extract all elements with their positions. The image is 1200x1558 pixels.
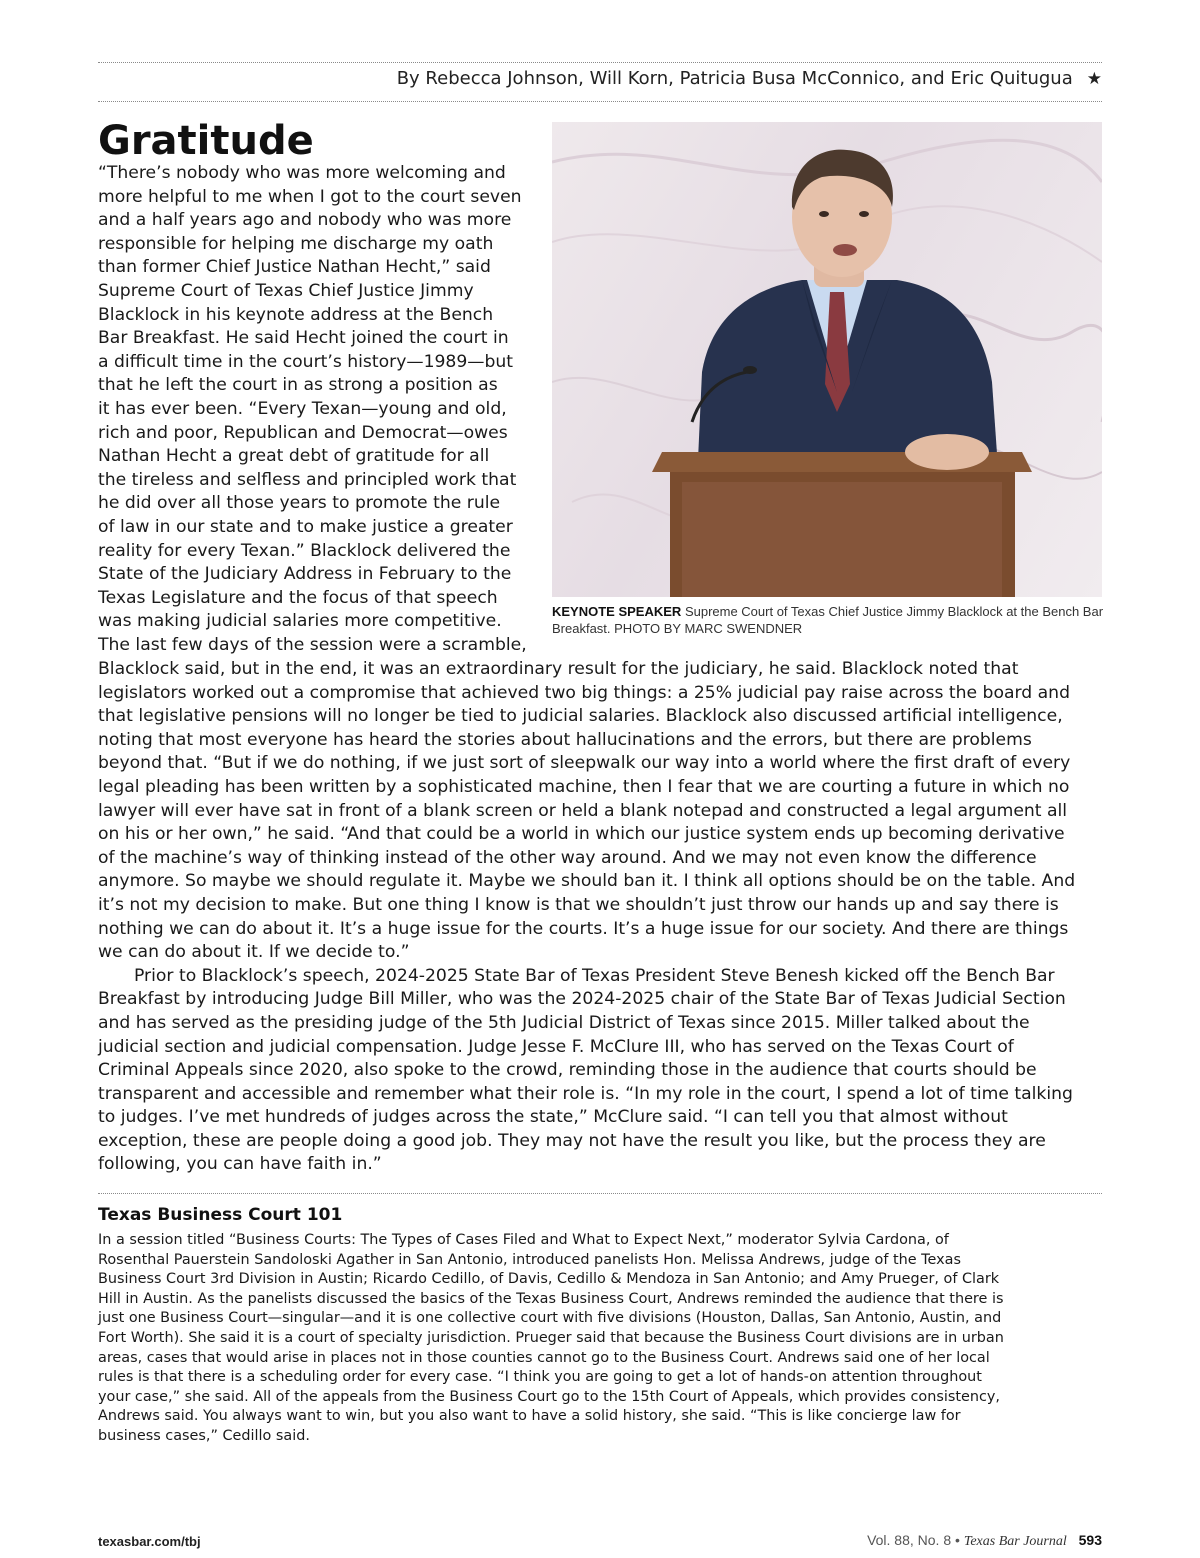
text-line: Business Court 3rd Division in Austin; Ricardo Cedillo, of Davis, Cedillo & Mendoza in San Antonio; and Amy Prueger, of Clark — [98, 1271, 1000, 1288]
byline — [98, 68, 1102, 89]
text-line: and a half years ago and nobody who was more — [98, 210, 512, 231]
text-line: was making judicial salaries more competitive. — [98, 611, 502, 632]
text-line: The last few days of the session were a scramble, — [98, 634, 527, 655]
text-line: areas, cases that would arise in places not in those counties cannot go to the Business Court. Andrews said one of her local — [98, 1349, 990, 1366]
text-line: and has served as the presiding judge of the 5th Judicial District of Texas since 2015. Miller talked about the — [98, 1012, 1030, 1033]
footer-volume: Vol. 88, No. 8 — [867, 1532, 952, 1548]
article-full-text — [98, 658, 1102, 1177]
text-line: anymore. So maybe we should regulate it. Maybe we should ban it. I think all options should be on the table. And — [98, 871, 1076, 892]
text-line: Bar Breakfast. He said Hecht joined the court in — [98, 328, 509, 349]
text-line: we can do about it. If we decide to.” — [98, 942, 410, 963]
byline-rule — [98, 101, 1102, 102]
text-line: beyond that. “But if we do nothing, if we just sort of sleepwalk our way into a world where the first draft of every — [98, 753, 1071, 774]
text-line: of law in our state and to make justice a greater — [98, 516, 513, 537]
text-line: Blacklock in his keynote address at the Bench — [98, 304, 494, 325]
text-line: Supreme Court of Texas Chief Justice Jimmy — [98, 280, 474, 301]
article-column-text — [98, 162, 534, 657]
text-line: of the machine’s way of thinking instead of the other way around. And we may not even know the difference — [98, 847, 1037, 868]
text-line: Breakfast by introducing Judge Bill Miller, who was the 2024-2025 chair of the State Bar of Texas Judicial Section — [98, 989, 1066, 1010]
page-number: 593 — [1078, 1532, 1102, 1548]
text-line: the tireless and selfless and principled work that — [98, 469, 517, 490]
section-rule — [98, 1193, 1102, 1194]
text-line: transparent and accessible and remember what their role is. “In my role in the court, I spend a lot of time talking — [98, 1083, 1073, 1104]
text-line: In a session titled “Business Courts: The Types of Cases Filed and What to Expect Next,” moderator Sylvia Cardona, of — [98, 1232, 949, 1248]
article-headline: Gratitude — [98, 118, 314, 164]
section-body — [98, 1231, 1102, 1447]
text-line: it has ever been. “Every Texan—young and old, — [98, 398, 507, 419]
footer-folio — [867, 1532, 1102, 1550]
top-rule — [98, 62, 1102, 63]
caption-label: KEYNOTE SPEAKER — [552, 604, 682, 619]
text-line: legislators worked out a compromise that achieved two big things: a 25% judicial pay raise across the board and — [98, 682, 1070, 703]
star-icon: ★ — [1086, 69, 1102, 89]
text-line: your case,” she said. All of the appeals from the Business Court go to the 15th Court of Appeals, which provides consistency, — [98, 1388, 1000, 1405]
text-line: on his or her own,” he said. “And that could be a world in which our justice system ends up becoming derivative — [98, 824, 1065, 845]
text-line: judicial section and judicial compensation. Judge Jesse F. McClure III, who has served on the Texas Court of — [98, 1036, 1014, 1057]
text-line: Hill in Austin. As the panelists discussed the basics of the Texas Business Court, Andrews reminded the audience that there is — [98, 1290, 1004, 1307]
text-line: rules is that there is a scheduling order for every case. “I think you are going to get a lot of hands-on attention throughout — [98, 1369, 982, 1386]
text-line: Blacklock said, but in the end, it was an extraordinary result for the judiciary, he said. Blacklock noted that — [98, 659, 1019, 679]
text-line: reality for every Texan.” Blacklock delivered the — [98, 540, 511, 561]
footer-journal: Texas Bar Journal — [963, 1534, 1067, 1549]
text-line: following, you can have faith in.” — [98, 1154, 382, 1175]
text-line: rich and poor, Republican and Democrat—owes — [98, 422, 508, 443]
text-line: lawyer will ever have sat in front of a blank screen or held a blank notepad and constructed a legal argument all — [98, 800, 1068, 821]
text-line: Prior to Blacklock’s speech, 2024-2025 State Bar of Texas President Steve Benesh kicked off the Bench Bar — [134, 965, 1055, 986]
footer-url: texasbar.com/tbj — [98, 1534, 201, 1549]
text-line: more helpful to me when I got to the court seven — [98, 186, 522, 207]
text-line: “There’s nobody who was more welcoming and — [98, 163, 506, 183]
byline-authors: By Rebecca Johnson, Will Korn, Patricia Busa McConnico, and Eric Quitugua — [396, 68, 1073, 89]
text-line: than former Chief Justice Nathan Hecht,” said — [98, 257, 491, 278]
text-line: he did over all those years to promote the rule — [98, 493, 501, 514]
text-line: State of the Judiciary Address in February to the — [98, 564, 512, 585]
text-line: just one Business Court—singular—and it is one collective court with five divisions (Houston, Dallas, San Antonio, Austin, and — [98, 1310, 1002, 1327]
text-line: legal pleading has been written by a sophisticated machine, then I fear that we are courting a future in which no — [98, 776, 1070, 797]
text-line: nothing we can do about it. It’s a huge issue for the courts. It’s a huge issue for our society. And there are things — [98, 918, 1069, 939]
text-line: to judges. I’ve met hundreds of judges across the state,” McClure said. “I can tell you that almost without — [98, 1107, 1008, 1128]
text-line: business cases,” Cedillo said. — [98, 1427, 310, 1444]
text-line: Texas Legislature and the focus of that speech — [98, 587, 498, 608]
section-heading: Texas Business Court 101 — [98, 1205, 343, 1225]
keynote-speaker-photo — [552, 122, 1102, 597]
text-line: it’s not my decision to make. But one thing I know is that we shouldn’t just throw our hands up and say there is — [98, 894, 1059, 915]
photo-caption — [552, 603, 1112, 637]
caption-text: Supreme Court of Texas Chief Justice Jimmy Blacklock at the Bench Bar Breakfast. PHOTO BY MARC SWENDNER — [552, 604, 1104, 636]
text-line: noting that most everyone has heard the stories about hallucinations and the errors, but there are problems — [98, 729, 1032, 750]
text-line: a difficult time in the court’s history—1989—but — [98, 351, 514, 372]
text-line: that he left the court in as strong a position as — [98, 375, 498, 396]
text-line: that legislative pensions will no longer be tied to judicial salaries. Blacklock also discussed artificial intelligence, — [98, 706, 1063, 727]
text-line: Nathan Hecht a great debt of gratitude for all — [98, 446, 490, 467]
footer-bullet: • — [955, 1532, 960, 1548]
text-line: responsible for helping me discharge my oath — [98, 233, 494, 254]
text-line: Andrews said. You always want to win, but you also want to have a solid history, she said. “This is like concierge law for — [98, 1408, 961, 1425]
text-line: exception, these are people doing a good job. They may not have the result you like, but the process they are — [98, 1130, 1046, 1151]
text-line: Fort Worth). She said it is a court of specialty jurisdiction. Prueger said that because the Business Court divisions are in urban — [98, 1329, 1004, 1346]
text-line: Rosenthal Pauerstein Sandoloski Agather in San Antonio, introduced panelists Hon. Melissa Andrews, judge of the Texas — [98, 1251, 961, 1268]
text-line: Criminal Appeals since 2020, also spoke to the crowd, reminding those in the audience that courts should be — [98, 1060, 1037, 1081]
